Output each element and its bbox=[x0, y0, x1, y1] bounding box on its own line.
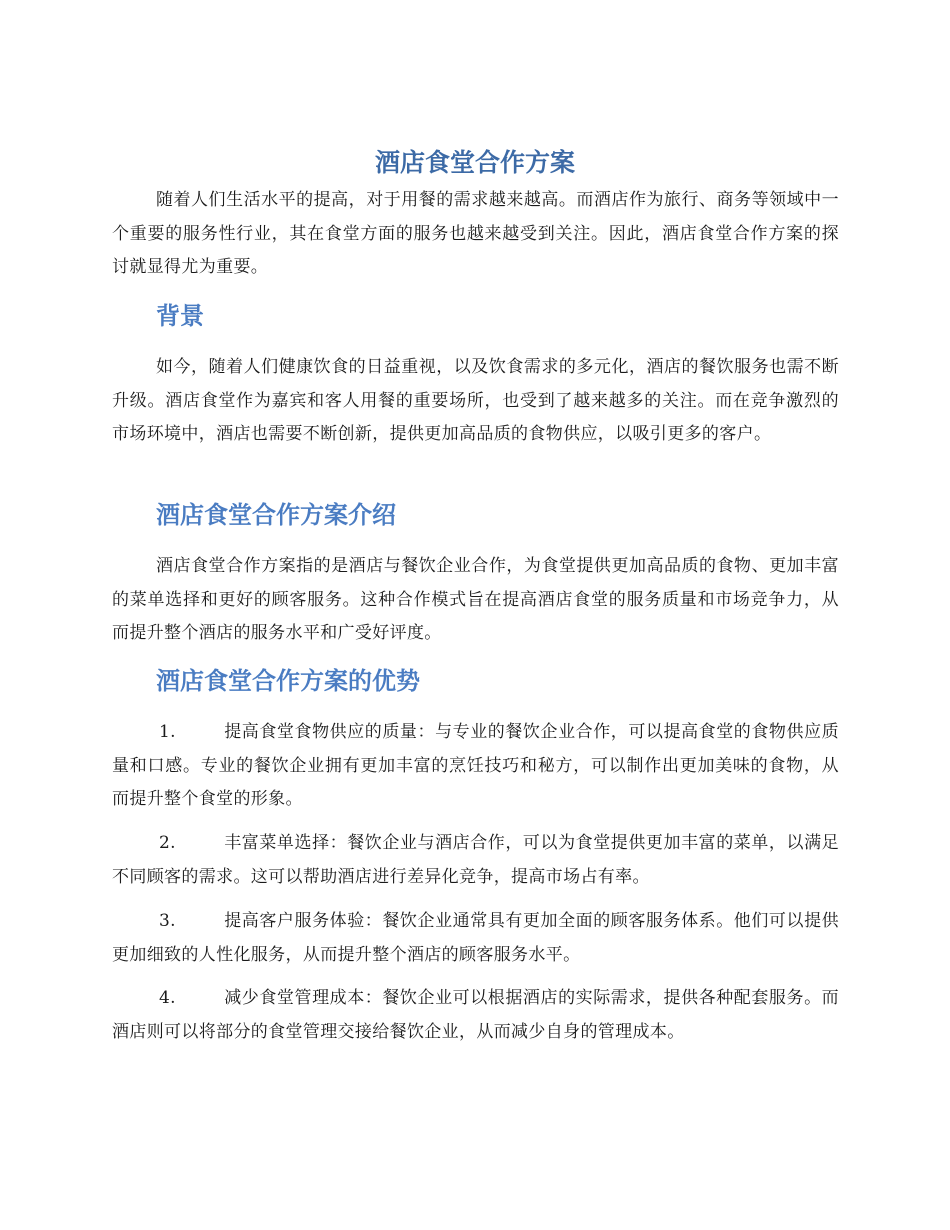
list-item-text: 丰富菜单选择：餐饮企业与酒店合作，可以为食堂提供更加丰富的菜单，以满足不同顾客的需求。这可以帮助酒店进行差异化竞争，提高市场占有率。 bbox=[112, 833, 839, 887]
section-heading-introduction: 酒店食堂合作方案介绍 bbox=[156, 501, 396, 529]
list-number: 3. bbox=[159, 911, 176, 931]
document-title: 酒店食堂合作方案 bbox=[374, 148, 575, 177]
section-heading-background: 背景 bbox=[156, 302, 204, 330]
list-item-text: 提高客户服务体验：餐饮企业通常具有更加全面的顾客服务体系。他们可以提供更加细致的人性化服务，从而提升整个酒店的顾客服务水平。 bbox=[112, 911, 839, 965]
background-paragraph: 如今，随着人们健康饮食的日益重视，以及饮食需求的多元化，酒店的餐饮服务也需不断升级。酒店食堂作为嘉宾和客人用餐的重要场所，也受到了越来越多的关注。而在竞争激烈的市场环境中，酒店也需要不断创新，提供更加高品质的食物供应，以吸引更多的客户。 bbox=[112, 357, 839, 445]
advantage-item bbox=[112, 716, 839, 817]
list-number: 2. bbox=[159, 833, 176, 853]
introduction-paragraph: 酒店食堂合作方案指的是酒店与餐饮企业合作，为食堂提供更加高品质的食物、更加丰富的菜单选择和更好的顾客服务。这种合作模式旨在提高酒店食堂的服务质量和市场竞争力，从而提升整个酒店的服务水平和广受好评度。 bbox=[112, 556, 839, 644]
list-item-text: 提高食堂食物供应的质量：与专业的餐饮企业合作，可以提高食堂的食物供应质量和口感。专业的餐饮企业拥有更加丰富的烹饪技巧和秘方，可以制作出更加美味的食物，从而提升整个食堂的形象。 bbox=[112, 722, 839, 810]
section-heading-advantages: 酒店食堂合作方案的优势 bbox=[156, 667, 420, 695]
advantage-item bbox=[112, 905, 839, 972]
intro-paragraph: 随着人们生活水平的提高，对于用餐的需求越来越高。而酒店作为旅行、商务等领域中一个重要的服务性行业，其在食堂方面的服务也越来越受到关注。因此，酒店食堂合作方案的探讨就显得尤为重要。 bbox=[112, 190, 839, 278]
advantage-item bbox=[112, 827, 839, 894]
list-item-text: 减少食堂管理成本：餐饮企业可以根据酒店的实际需求，提供各种配套服务。而酒店则可以将部分的食堂管理交接给餐饮企业，从而减少自身的管理成本。 bbox=[112, 988, 839, 1042]
list-number: 1. bbox=[159, 722, 176, 742]
list-number: 4. bbox=[159, 988, 176, 1008]
advantage-item bbox=[112, 982, 839, 1049]
